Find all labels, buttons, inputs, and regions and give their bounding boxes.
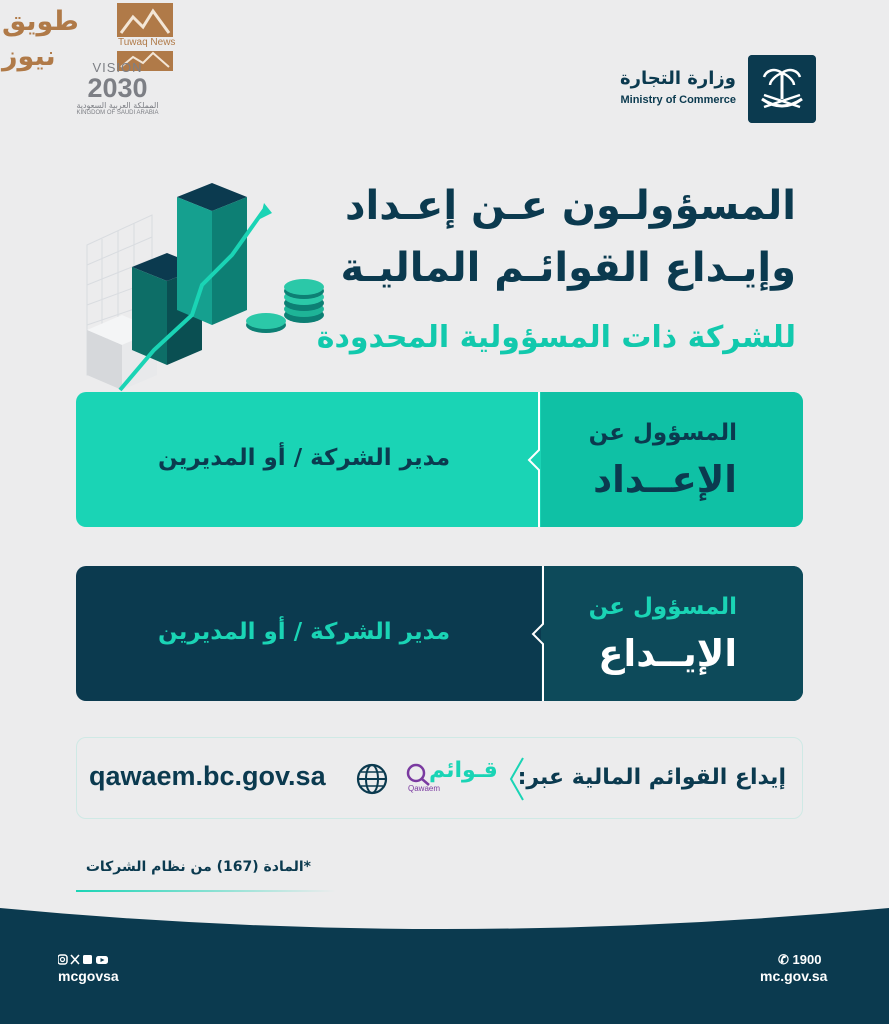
chevron-left-icon: [507, 756, 527, 802]
title-line-3: للشركة ذات المسؤولية المحدودة: [316, 320, 796, 355]
preparation-responsibility-card: [76, 392, 803, 527]
facebook-icon: [83, 955, 92, 964]
social-handle[interactable]: mcgovsa: [58, 968, 119, 984]
deposit-value: مدير الشركة / أو المديرين: [158, 619, 451, 645]
phone-number-text: 1900: [792, 952, 822, 967]
qawaem-arabic: قـوائم: [429, 758, 498, 783]
tuwaq-news-english: Tuwaq News: [118, 37, 176, 48]
preparation-value: مدير الشركة / أو المديرين: [158, 445, 451, 471]
social-icons: [58, 953, 118, 967]
website-link[interactable]: mc.gov.sa: [760, 968, 828, 984]
qawaem-url-link[interactable]: qawaem.bc.gov.sa: [89, 761, 326, 791]
x-icon: [71, 955, 79, 964]
vision-english: KINGDOM OF SAUDI ARABIA: [76, 110, 159, 116]
vision-year: 2030: [87, 73, 148, 103]
ministry-name-arabic: وزارة التجارة: [620, 68, 736, 89]
footer-band: [0, 900, 889, 1024]
ministry-emblem-icon: [748, 55, 816, 123]
phone-number[interactable]: [778, 952, 821, 968]
deposit-label-main: الإيــداع: [598, 632, 737, 675]
deposit-responsibility-card: [76, 566, 803, 701]
channel-label: إيداع القوائم المالية عبر:: [517, 765, 786, 790]
instagram-icon: [58, 955, 67, 964]
preparation-label-top: المسؤول عن: [588, 420, 737, 446]
title-line-1: المسؤولـون عـن إعـداد: [345, 183, 796, 229]
qawaem-english: Qawaem: [408, 784, 441, 793]
vision-arabic: المملكة العربية السعودية: [76, 101, 159, 110]
phone-icon: ✆: [778, 952, 789, 967]
deposit-channel-strip: [76, 737, 803, 819]
vision-2030-logo: [70, 60, 165, 116]
vision-word: VISION: [92, 60, 143, 75]
title-line-2: وإيـداع القوائـم الماليـة: [340, 245, 796, 291]
preparation-label-main: الإعــداد: [593, 458, 737, 501]
globe-icon: [355, 762, 389, 796]
growth-chart-illustration: [82, 175, 332, 395]
qawaem-logo[interactable]: [402, 758, 498, 798]
footnote-underline: [76, 890, 336, 892]
tuwaq-news-arabic: طويق نيوز: [2, 6, 79, 72]
preparation-divider: [527, 392, 541, 527]
deposit-divider: [531, 566, 545, 701]
footnote: *المادة (167) من نظام الشركات: [85, 859, 311, 875]
deposit-label-top: المسؤول عن: [588, 594, 737, 620]
ministry-name-english: Ministry of Commerce: [620, 94, 736, 106]
